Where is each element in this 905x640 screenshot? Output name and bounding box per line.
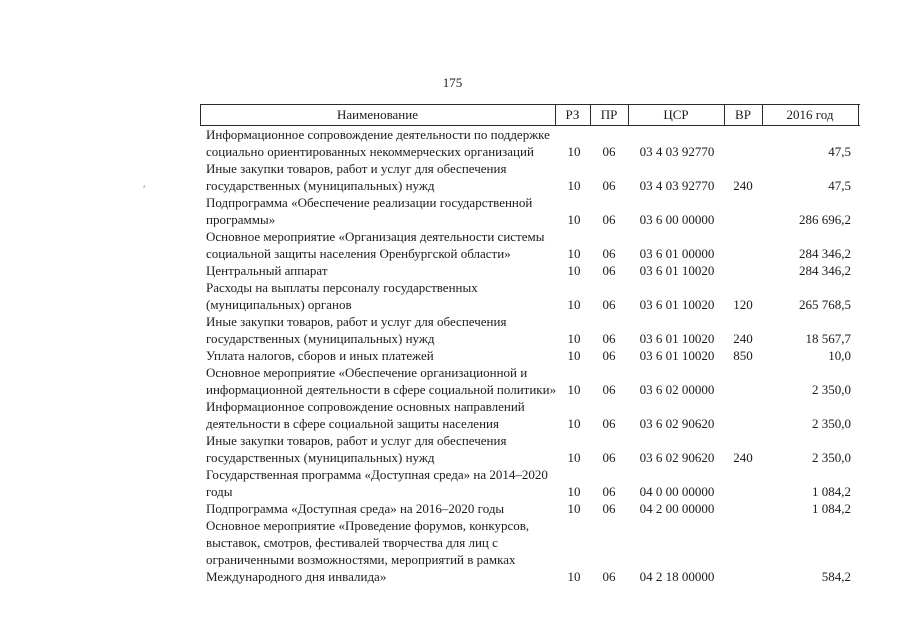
row-name bbox=[200, 517, 558, 585]
table-row bbox=[200, 313, 860, 347]
row-rz: 10 bbox=[567, 144, 581, 159]
row-rz: 10 bbox=[567, 382, 581, 397]
table-row bbox=[200, 228, 860, 262]
row-name-line: Основное мероприятие «Организация деятельности системы bbox=[206, 229, 545, 244]
row-name-line: ограниченными возможностями, мероприятий в рамках bbox=[206, 552, 516, 567]
table-row bbox=[200, 364, 860, 398]
row-name-line: информационной деятельности в сфере социальной политики» bbox=[206, 382, 557, 397]
row-vr: 850 bbox=[733, 348, 753, 363]
row-name-line: деятельности в сфере социальной защиты населения bbox=[206, 416, 499, 431]
row-csr: 03 6 02 90620 bbox=[639, 450, 715, 465]
row-rz: 10 bbox=[567, 212, 581, 227]
row-csr: 03 6 00 00000 bbox=[639, 212, 715, 227]
table-row bbox=[200, 500, 860, 517]
table-row bbox=[200, 279, 860, 313]
table-row bbox=[200, 262, 860, 279]
row-csr: 03 4 03 92770 bbox=[639, 178, 715, 193]
row-name-line: государственных (муниципальных) нужд bbox=[206, 450, 435, 465]
row-name-line: Расходы на выплаты персоналу государственных bbox=[206, 280, 478, 295]
row-name-line: Информационное сопровождение основных направлений bbox=[206, 399, 525, 414]
row-amount: 47,5 bbox=[828, 178, 851, 193]
row-amount: 284 346,2 bbox=[799, 246, 851, 261]
row-pr: 06 bbox=[602, 484, 616, 499]
row-name-line: Основное мероприятие «Проведение форумов, конкурсов, bbox=[206, 518, 530, 533]
row-name bbox=[200, 279, 558, 313]
row-name bbox=[200, 398, 558, 432]
row-name-line: Государственная программа «Доступная среда» на 2014–2020 bbox=[206, 467, 548, 482]
row-csr: 03 6 02 90620 bbox=[639, 416, 715, 431]
row-name bbox=[200, 262, 558, 279]
row-csr: 03 6 01 10020 bbox=[639, 331, 715, 346]
row-amount: 584,2 bbox=[821, 569, 851, 584]
table-row bbox=[200, 126, 860, 160]
table-row bbox=[200, 432, 860, 466]
row-name bbox=[200, 347, 558, 364]
row-vr: 240 bbox=[733, 331, 753, 346]
row-amount: 47,5 bbox=[828, 144, 851, 159]
row-csr: 03 6 01 10020 bbox=[639, 263, 715, 278]
row-name bbox=[200, 126, 558, 160]
header-pr: ПР bbox=[600, 107, 618, 122]
page-number: 175 bbox=[442, 75, 463, 90]
row-csr: 03 6 01 10020 bbox=[639, 297, 715, 312]
row-rz: 10 bbox=[567, 263, 581, 278]
row-amount: 2 350,0 bbox=[812, 450, 851, 465]
row-vr: 240 bbox=[733, 450, 753, 465]
row-amount: 2 350,0 bbox=[812, 416, 851, 431]
row-pr: 06 bbox=[602, 178, 616, 193]
row-name-line: Подпрограмма «Доступная среда» на 2016–2020 годы bbox=[206, 501, 505, 516]
row-pr: 06 bbox=[602, 246, 616, 261]
budget-table bbox=[200, 104, 860, 585]
row-name-line: Информационное сопровождение деятельности по поддержке bbox=[206, 127, 550, 142]
row-amount: 18 567,7 bbox=[805, 331, 851, 346]
row-rz: 10 bbox=[567, 569, 581, 584]
row-pr: 06 bbox=[602, 297, 616, 312]
row-name-line: Центральный аппарат bbox=[206, 263, 328, 278]
row-name-line: социально ориентированных некоммерческих организаций bbox=[206, 144, 534, 159]
row-name-line: Иные закупки товаров, работ и услуг для обеспечения bbox=[206, 433, 507, 448]
row-vr: 120 bbox=[733, 297, 753, 312]
row-name-line: (муниципальных) органов bbox=[206, 297, 352, 312]
row-csr: 04 2 00 00000 bbox=[639, 501, 715, 516]
row-csr: 03 6 01 10020 bbox=[639, 348, 715, 363]
row-csr: 03 4 03 92770 bbox=[639, 144, 715, 159]
row-name-line: государственных (муниципальных) нужд bbox=[206, 178, 435, 193]
header-rz: РЗ bbox=[565, 107, 580, 122]
table-row bbox=[200, 517, 860, 585]
header-csr: ЦСР bbox=[663, 107, 689, 122]
row-rz: 10 bbox=[567, 484, 581, 499]
row-rz: 10 bbox=[567, 297, 581, 312]
row-rz: 10 bbox=[567, 331, 581, 346]
row-name bbox=[200, 313, 558, 347]
row-amount: 1 084,2 bbox=[812, 484, 851, 499]
row-csr: 04 0 00 00000 bbox=[639, 484, 715, 499]
header-divider bbox=[858, 105, 859, 125]
row-csr: 03 6 02 00000 bbox=[639, 382, 715, 397]
row-name-line: Иные закупки товаров, работ и услуг для обеспечения bbox=[206, 314, 507, 329]
row-amount: 1 084,2 bbox=[812, 501, 851, 516]
row-name-line: годы bbox=[206, 484, 233, 499]
row-name bbox=[200, 500, 558, 517]
margin-mark: ′ bbox=[143, 182, 146, 196]
row-pr: 06 bbox=[602, 450, 616, 465]
row-name-line: Основное мероприятие «Обеспечение организационной и bbox=[206, 365, 528, 380]
row-rz: 10 bbox=[567, 246, 581, 261]
table-row bbox=[200, 466, 860, 500]
row-name bbox=[200, 194, 558, 228]
row-rz: 10 bbox=[567, 450, 581, 465]
row-rz: 10 bbox=[567, 348, 581, 363]
row-name-line: Иные закупки товаров, работ и услуг для обеспечения bbox=[206, 161, 507, 176]
row-name-line: выставок, смотров, фестивалей творчества для лиц с bbox=[206, 535, 498, 550]
row-csr: 03 6 01 00000 bbox=[639, 246, 715, 261]
row-name bbox=[200, 466, 558, 500]
row-rz: 10 bbox=[567, 178, 581, 193]
row-amount: 265 768,5 bbox=[799, 297, 851, 312]
row-name-line: программы» bbox=[206, 212, 276, 227]
row-name-line: Международного дня инвалида» bbox=[206, 569, 387, 584]
row-amount: 284 346,2 bbox=[799, 263, 851, 278]
row-pr: 06 bbox=[602, 501, 616, 516]
table-body bbox=[200, 126, 860, 585]
header-year: 2016 год bbox=[786, 107, 834, 122]
table-row bbox=[200, 398, 860, 432]
table-row bbox=[200, 194, 860, 228]
table-header bbox=[200, 104, 860, 126]
header-name: Наименование bbox=[337, 107, 418, 122]
row-pr: 06 bbox=[602, 212, 616, 227]
row-amount: 2 350,0 bbox=[812, 382, 851, 397]
row-name-line: социальной защиты населения Оренбургской области» bbox=[206, 246, 511, 261]
row-csr: 04 2 18 00000 bbox=[639, 569, 715, 584]
row-name bbox=[200, 160, 558, 194]
row-name-line: Подпрограмма «Обеспечение реализации государственной bbox=[206, 195, 533, 210]
row-vr: 240 bbox=[733, 178, 753, 193]
table-row bbox=[200, 347, 860, 364]
row-rz: 10 bbox=[567, 501, 581, 516]
header-vr: ВР bbox=[735, 107, 751, 122]
row-rz: 10 bbox=[567, 416, 581, 431]
row-pr: 06 bbox=[602, 416, 616, 431]
row-amount: 10,0 bbox=[828, 348, 851, 363]
row-name bbox=[200, 432, 558, 466]
row-pr: 06 bbox=[602, 348, 616, 363]
row-pr: 06 bbox=[602, 144, 616, 159]
row-name-line: государственных (муниципальных) нужд bbox=[206, 331, 435, 346]
row-amount: 286 696,2 bbox=[799, 212, 851, 227]
row-name bbox=[200, 364, 558, 398]
row-pr: 06 bbox=[602, 263, 616, 278]
row-pr: 06 bbox=[602, 569, 616, 584]
row-name-line: Уплата налогов, сборов и иных платежей bbox=[206, 348, 434, 363]
table-row bbox=[200, 160, 860, 194]
row-name bbox=[200, 228, 558, 262]
row-pr: 06 bbox=[602, 382, 616, 397]
row-pr: 06 bbox=[602, 331, 616, 346]
